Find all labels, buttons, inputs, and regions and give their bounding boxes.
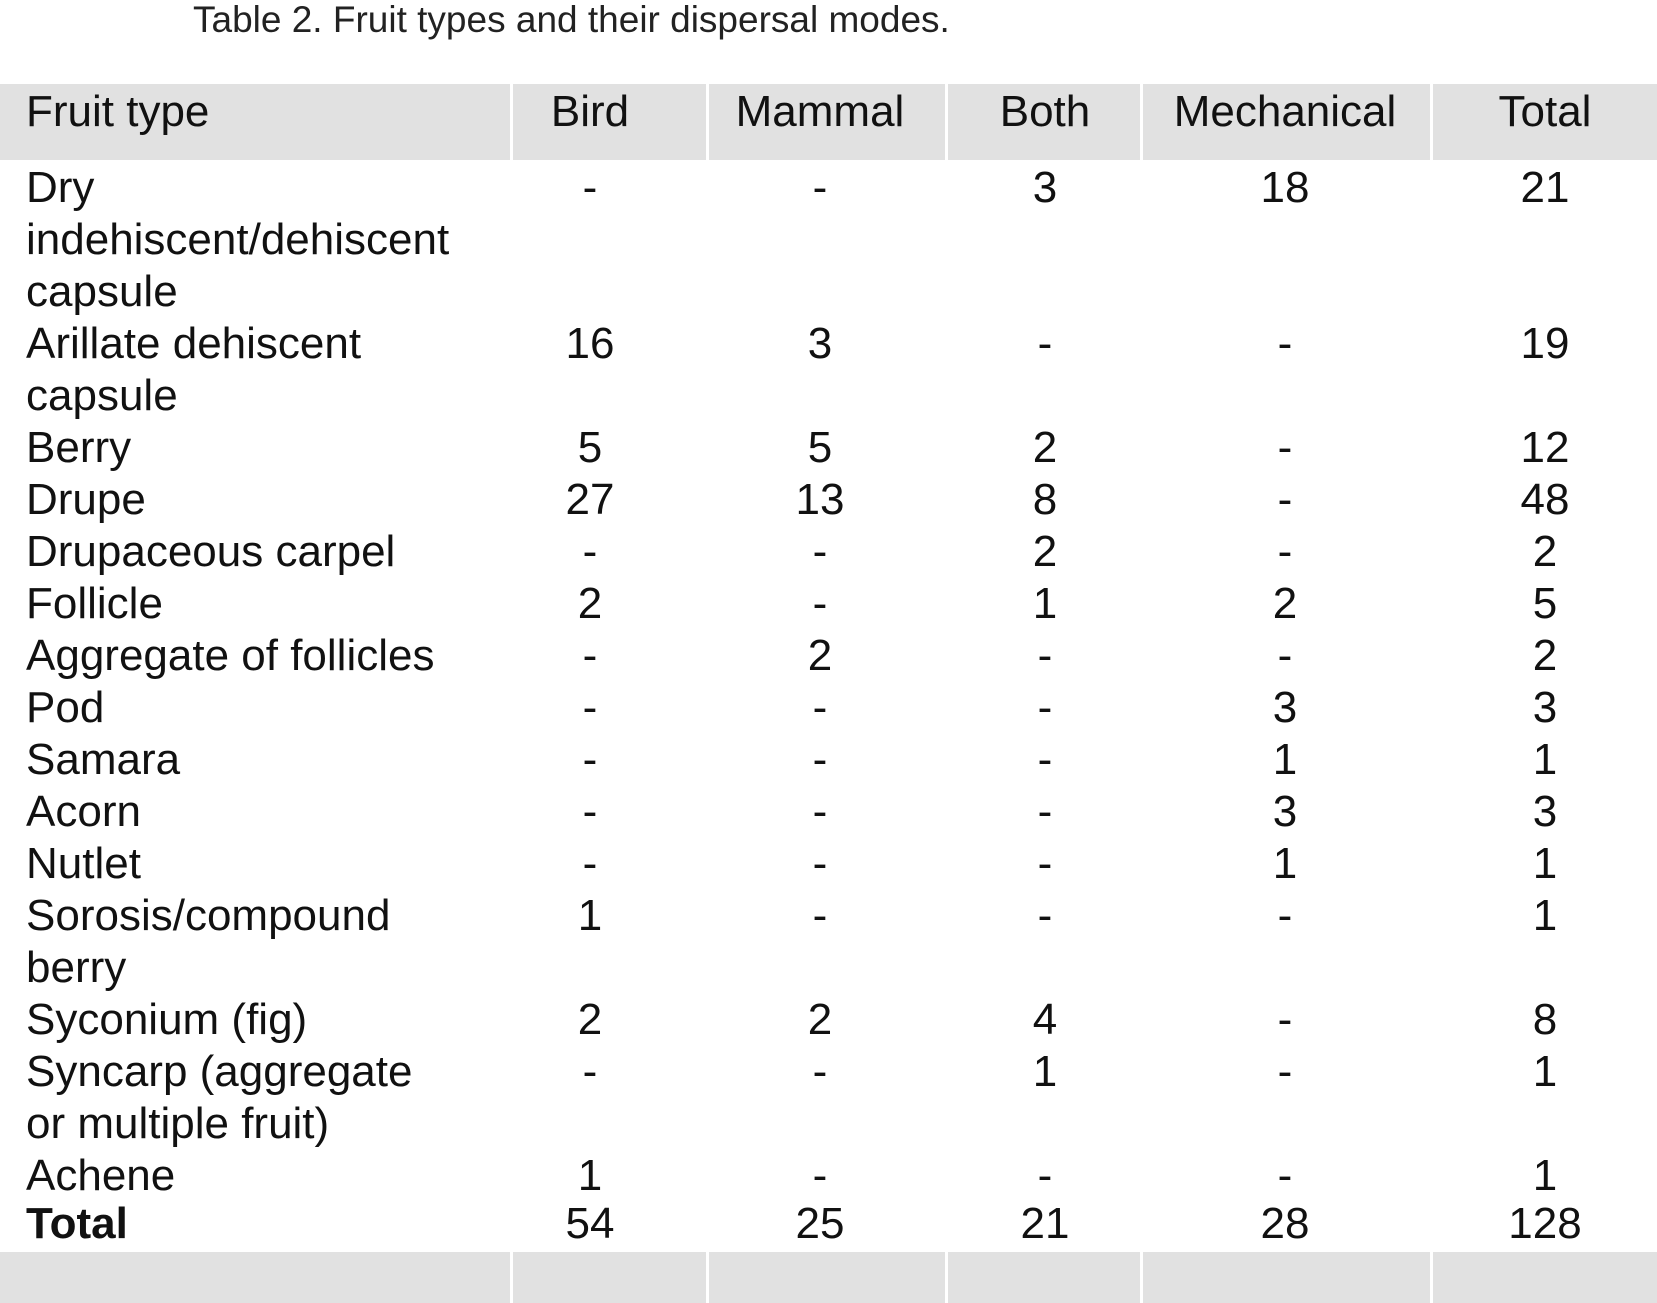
row-fruit-type: Achene — [26, 1151, 176, 1200]
row-mammal-value: - — [812, 1047, 828, 1096]
row-total-value: 2 — [1532, 631, 1558, 680]
row-bird-value: 2 — [577, 995, 603, 1044]
row-mechanical-value: - — [1277, 527, 1293, 576]
footer-divider — [510, 1252, 513, 1303]
row-bird-value: - — [582, 787, 598, 836]
row-mechanical-value: - — [1277, 995, 1293, 1044]
header-divider — [1430, 84, 1433, 160]
total-mammal: 25 — [795, 1199, 845, 1248]
row-both-value: 2 — [1032, 423, 1058, 472]
row-mammal-value: 2 — [807, 995, 833, 1044]
row-bird-value: - — [582, 163, 598, 212]
row-bird-value: 16 — [565, 319, 615, 368]
row-mammal-value: - — [812, 787, 828, 836]
row-fruit-type: Follicle — [26, 579, 163, 628]
footer-divider — [1430, 1252, 1433, 1303]
header-divider — [706, 84, 709, 160]
row-mammal-value: 3 — [807, 319, 833, 368]
row-total-value: 1 — [1532, 839, 1558, 888]
row-mammal-value: - — [812, 683, 828, 732]
row-both-value: 8 — [1032, 475, 1058, 524]
row-mechanical-value: 1 — [1272, 735, 1298, 784]
row-both-value: - — [1037, 787, 1053, 836]
row-mammal-value: - — [812, 839, 828, 888]
row-fruit-type: Acorn — [26, 787, 141, 836]
total-total: 128 — [1508, 1199, 1582, 1248]
row-mammal-value: 13 — [795, 475, 845, 524]
row-bird-value: 5 — [577, 423, 603, 472]
row-total-value: 19 — [1520, 319, 1570, 368]
row-mechanical-value: 2 — [1272, 579, 1298, 628]
header-fruit-type: Fruit type — [26, 87, 210, 136]
row-mammal-value: - — [812, 163, 828, 212]
row-mammal-value: - — [812, 735, 828, 784]
header-divider — [1140, 84, 1143, 160]
row-total-value: 48 — [1520, 475, 1570, 524]
row-fruit-type: Aggregate of follicles — [26, 631, 435, 680]
row-fruit-type: Berry — [26, 423, 132, 472]
row-total-value: 3 — [1532, 683, 1558, 732]
total-both: 21 — [1020, 1199, 1070, 1248]
header-mammal: Mammal — [735, 87, 905, 136]
row-mechanical-value: - — [1277, 423, 1293, 472]
row-mammal-value: 5 — [807, 423, 833, 472]
row-mechanical-value: - — [1277, 1151, 1293, 1200]
row-fruit-type: Pod — [26, 683, 105, 732]
header-total: Total — [1498, 87, 1592, 136]
row-mechanical-value: 18 — [1260, 163, 1310, 212]
row-both-value: 2 — [1032, 527, 1058, 576]
row-fruit-type: Dry indehiscent/dehiscent capsule — [26, 163, 450, 316]
row-mammal-value: - — [812, 1151, 828, 1200]
row-bird-value: - — [582, 839, 598, 888]
row-total-value: 2 — [1532, 527, 1558, 576]
row-bird-value: - — [582, 1047, 598, 1096]
row-mechanical-value: - — [1277, 1047, 1293, 1096]
footer-divider — [945, 1252, 948, 1303]
row-total-value: 1 — [1532, 735, 1558, 784]
row-mammal-value: - — [812, 527, 828, 576]
row-total-value: 3 — [1532, 787, 1558, 836]
row-both-value: - — [1037, 735, 1053, 784]
row-total-value: 5 — [1532, 579, 1558, 628]
row-total-value: 8 — [1532, 995, 1558, 1044]
row-both-value: 1 — [1032, 1047, 1058, 1096]
row-both-value: - — [1037, 631, 1053, 680]
row-total-value: 1 — [1532, 1047, 1558, 1096]
row-mechanical-value: 3 — [1272, 683, 1298, 732]
header-bird: Bird — [550, 87, 630, 136]
row-bird-value: - — [582, 527, 598, 576]
row-mammal-value: - — [812, 891, 828, 940]
row-mechanical-value: - — [1277, 631, 1293, 680]
row-mammal-value: 2 — [807, 631, 833, 680]
row-total-value: 12 — [1520, 423, 1570, 472]
row-bird-value: 1 — [577, 891, 603, 940]
row-both-value: - — [1037, 839, 1053, 888]
footer-band — [0, 1252, 1657, 1303]
row-fruit-type: Sorosis/compound berry — [26, 891, 391, 992]
row-both-value: 3 — [1032, 163, 1058, 212]
row-bird-value: 27 — [565, 475, 615, 524]
total-mechanical: 28 — [1260, 1199, 1310, 1248]
row-fruit-type: Syconium (fig) — [26, 995, 308, 1044]
row-bird-value: - — [582, 631, 598, 680]
row-mammal-value: - — [812, 579, 828, 628]
header-mechanical: Mechanical — [1173, 87, 1397, 136]
total-label: Total — [26, 1199, 128, 1248]
row-bird-value: - — [582, 735, 598, 784]
row-both-value: - — [1037, 683, 1053, 732]
row-both-value: 4 — [1032, 995, 1058, 1044]
header-both: Both — [999, 87, 1091, 136]
row-both-value: 1 — [1032, 579, 1058, 628]
row-both-value: - — [1037, 1151, 1053, 1200]
row-both-value: - — [1037, 891, 1053, 940]
row-mechanical-value: - — [1277, 319, 1293, 368]
footer-divider — [706, 1252, 709, 1303]
row-fruit-type: Samara — [26, 735, 181, 784]
row-total-value: 1 — [1532, 891, 1558, 940]
row-mechanical-value: 1 — [1272, 839, 1298, 888]
row-total-value: 1 — [1532, 1151, 1558, 1200]
row-bird-value: - — [582, 683, 598, 732]
row-fruit-type: Syncarp (aggregate or multiple fruit) — [26, 1047, 413, 1148]
row-total-value: 21 — [1520, 163, 1570, 212]
row-fruit-type: Nutlet — [26, 839, 141, 888]
row-mechanical-value: - — [1277, 891, 1293, 940]
row-bird-value: 1 — [577, 1151, 603, 1200]
row-both-value: - — [1037, 319, 1053, 368]
row-fruit-type: Drupe — [26, 475, 146, 524]
row-fruit-type: Arillate dehiscent capsule — [26, 319, 362, 420]
table-caption: Table 2. Fruit types and their dispersal modes. — [193, 0, 950, 40]
row-mechanical-value: - — [1277, 475, 1293, 524]
row-bird-value: 2 — [577, 579, 603, 628]
row-mechanical-value: 3 — [1272, 787, 1298, 836]
total-bird: 54 — [565, 1199, 615, 1248]
header-divider — [945, 84, 948, 160]
footer-divider — [1140, 1252, 1143, 1303]
row-fruit-type: Drupaceous carpel — [26, 527, 396, 576]
